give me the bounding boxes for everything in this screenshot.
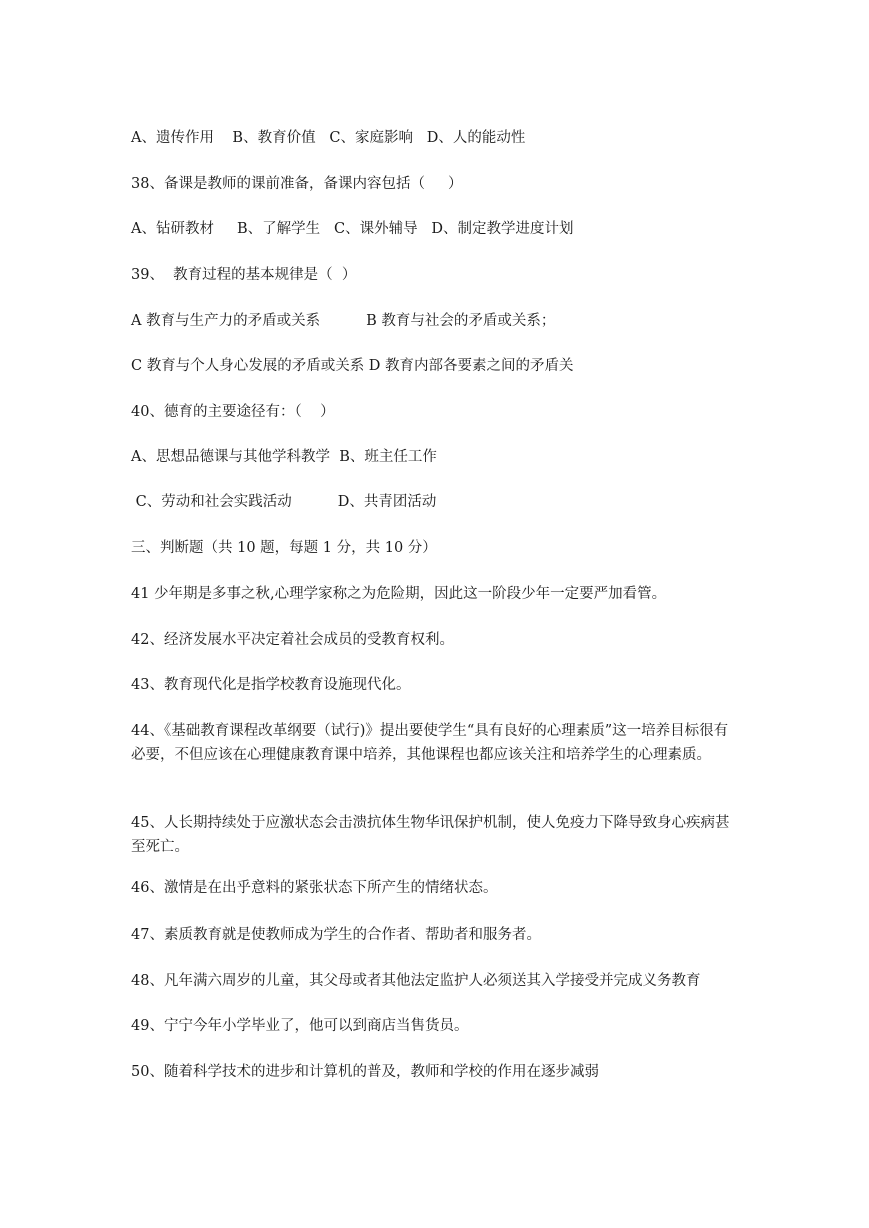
q50-statement: 50、随着科学技术的进步和计算机的普及，教师和学校的作用在逐步减弱: [131, 1064, 599, 1080]
q44-statement: 44、《基础教育课程改革纲要（试行)》提出要使学生“具有良好的心理素质”这一培养目标很有必要，不但应该在心理健康教育课中培养，其他课程也都应该关注和培养学生的心理素质。: [131, 723, 729, 763]
q39-options-cd: C 教育与个人身心发展的矛盾或关系 D 教育内部各要素之间的矛盾关: [131, 358, 574, 374]
q39-question: 39、 教育过程的基本规律是（ ）: [131, 267, 357, 283]
q38-question: 38、备课是教师的课前准备，备课内容包括（ ）: [131, 176, 463, 192]
q39-options-ab: A 教育与生产力的矛盾或关系 B 教育与社会的矛盾或关系；: [131, 313, 556, 329]
q46-statement: 46、激情是在出乎意料的紧张状态下所产生的情绪状态。: [131, 880, 498, 896]
q40-options-cd: C、劳动和社会实践活动 D、共青团活动: [131, 494, 437, 510]
q49-statement: 49、宁宁今年小学毕业了，他可以到商店当售货员。: [131, 1018, 469, 1034]
q41-statement: 41 少年期是多事之秋,心理学家称之为危险期，因此这一阶段少年一定要严加看管。: [131, 586, 667, 602]
q38-options: A、钻研教材 B、了解学生 C、课外辅导 D、制定教学进度计划: [131, 221, 574, 237]
q37-options: A、遗传作用 B、教育价值 C、家庭影响 D、人的能动性: [131, 130, 526, 146]
q40-options-ab: A、思想品德课与其他学科教学 B、班主任工作: [131, 449, 437, 465]
q40-question: 40、德育的主要途径有：（ ）: [131, 404, 335, 420]
q48-statement: 48、凡年满六周岁的儿童，其父母或者其他法定监护人必须送其入学接受并完成义务教育: [131, 973, 701, 989]
q43-statement: 43、教育现代化是指学校教育设施现代化。: [131, 677, 411, 693]
q42-statement: 42、经济发展水平决定着社会成员的受教育权利。: [131, 632, 454, 648]
q47-statement: 47、素质教育就是使教师成为学生的合作者、帮助者和服务者。: [131, 927, 541, 943]
section-heading-true-false: 三、判断题（共 10 题，每题 1 分，共 10 分）: [131, 540, 437, 556]
q45-statement: 45、人长期持续处于应激状态会击溃抗体生物华讯保护机制，使人免疫力下降导致身心疾病甚至死亡。: [131, 815, 730, 855]
